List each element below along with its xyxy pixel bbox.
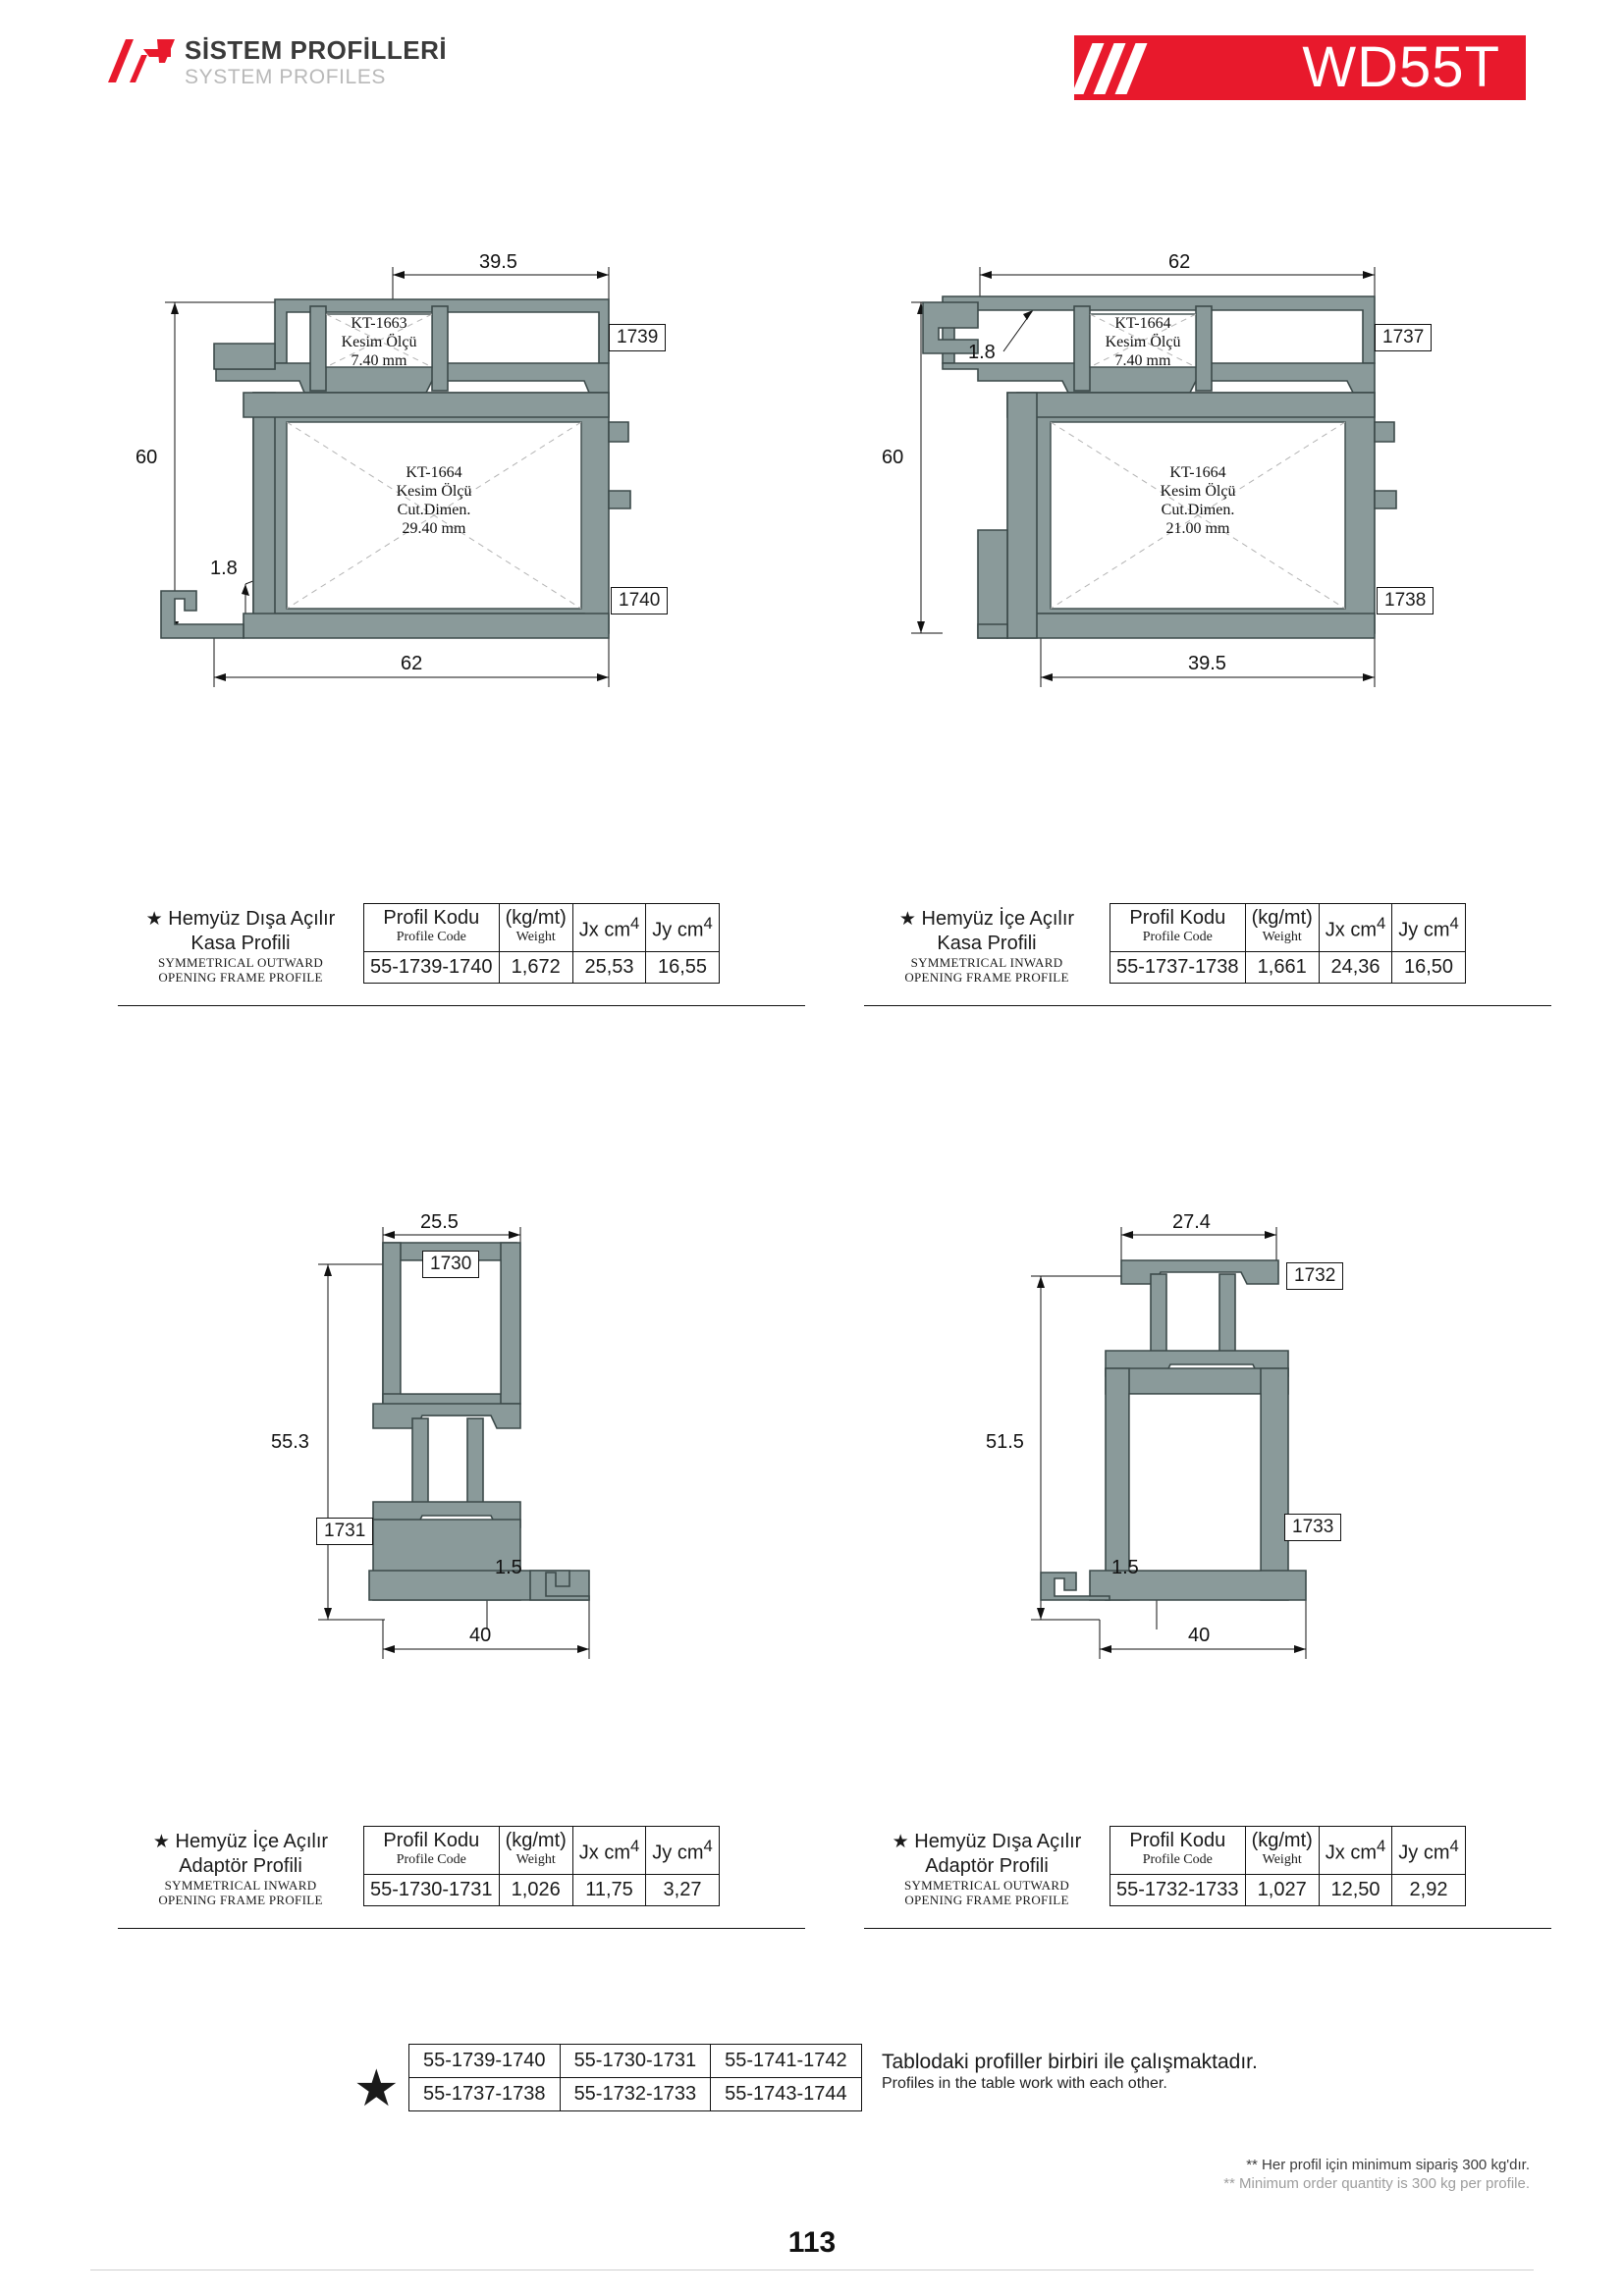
- th-jy-2: Jy $cm^4$: [1392, 904, 1465, 952]
- dim-left-1: 60: [135, 447, 158, 468]
- compat-cell: 55-1732-1733: [560, 2078, 711, 2111]
- spec-block-2: [864, 903, 1551, 1011]
- dim-top-2: 62: [1168, 251, 1191, 273]
- star-icon: ★: [152, 1832, 170, 1852]
- drawing-2: [884, 245, 1532, 854]
- compat-cell: 55-1739-1740: [409, 2045, 561, 2078]
- spec-rule-3: [118, 1928, 805, 1929]
- dim-left-4: 51.5: [986, 1431, 1024, 1453]
- caption-tr-2: Adaptör Profili: [179, 1855, 302, 1877]
- caption-en-1: SYMMETRICAL INWARD: [164, 1878, 317, 1893]
- footnote-tr: ** Her profil için minimum sipariş 300 kg'dır.: [1246, 2157, 1530, 2173]
- spec-block-3: [118, 1826, 805, 1934]
- brand-text: [185, 35, 447, 90]
- cell-jy-2: 16,50: [1392, 952, 1465, 984]
- profile-tag-1731: 1731: [316, 1518, 373, 1545]
- cell-code-3: 55-1730-1731: [364, 1875, 500, 1906]
- th-jx-4: Jx $cm^4$: [1319, 1827, 1391, 1875]
- th-jx-3: Jx $cm^4$: [572, 1827, 645, 1875]
- dim-top-1: 39.5: [479, 251, 517, 273]
- star-icon: ★: [892, 1832, 909, 1852]
- compatibility-block: [353, 2042, 1296, 2150]
- slash-decoration-icon: [1082, 43, 1161, 94]
- dim-top-3: 25.5: [420, 1211, 459, 1233]
- caption-en-2: OPENING FRAME PROFILE: [158, 1893, 323, 1907]
- dim-top-4: 27.4: [1172, 1211, 1211, 1233]
- cell-jx-4: 12,50: [1319, 1875, 1391, 1906]
- spec-caption-4: [864, 1830, 1110, 1907]
- cell-jy-4: 2,92: [1392, 1875, 1465, 1906]
- callout-2-top: [1080, 314, 1206, 370]
- cell-code-2: 55-1737-1738: [1110, 952, 1246, 984]
- spec-table-4: [1110, 1826, 1466, 1906]
- caption-tr-1: Hemyüz İçe Açılır: [921, 908, 1075, 930]
- callout-code: KT-1664: [406, 464, 462, 481]
- compat-note-tr: Tablodaki profiller birbiri ile çalışmaktadır.: [882, 2051, 1258, 2073]
- brand-line-2: SYSTEM PROFILES: [185, 66, 387, 88]
- spec-table-1: [363, 903, 720, 984]
- th-jx-1: Jx $cm^4$: [572, 904, 645, 952]
- page-number: 113: [787, 2226, 837, 2259]
- spec-table-3: [363, 1826, 720, 1906]
- th-jy-3: Jy $cm^4$: [646, 1827, 719, 1875]
- th-weight-1: (kg/mt) Weight: [499, 904, 572, 952]
- dim-bottom-4: 40: [1188, 1625, 1211, 1646]
- profile-tag-1737: 1737: [1375, 324, 1432, 351]
- table-row: [364, 952, 720, 984]
- profile-tag-1733: 1733: [1284, 1514, 1341, 1541]
- compatibility-table: [408, 2044, 862, 2111]
- caption-tr-2: Kasa Profili: [190, 933, 291, 954]
- caption-tr-2: Kasa Profili: [937, 933, 1037, 954]
- spec-rule-4: [864, 1928, 1551, 1929]
- footnote-en: ** Minimum order quantity is 300 kg per profile.: [1223, 2175, 1530, 2192]
- cell-jy-3: 3,27: [646, 1875, 719, 1906]
- cell-weight-2: 1,661: [1245, 952, 1319, 984]
- spec-block-4: [864, 1826, 1551, 1934]
- dim-bottom-3: 40: [469, 1625, 492, 1646]
- dim-left-2: 60: [882, 447, 904, 468]
- dim-small-4: 1.5: [1111, 1557, 1139, 1578]
- spec-block-1: [118, 903, 805, 1011]
- th-weight-4: (kg/mt) Weight: [1245, 1827, 1319, 1875]
- table-row: [1110, 1875, 1466, 1906]
- brand-logo-icon: [106, 37, 177, 84]
- compat-cell: 55-1730-1731: [560, 2045, 711, 2078]
- caption-en-1: SYMMETRICAL OUTWARD: [157, 955, 324, 970]
- table-row: [409, 2045, 862, 2078]
- table-row: [364, 1875, 720, 1906]
- cell-jy-1: 16,55: [646, 952, 719, 984]
- callout-l4: 7.40 mm: [351, 352, 407, 369]
- callout-code: KT-1663: [351, 315, 407, 332]
- product-title: WD55T: [1302, 35, 1500, 99]
- table-row: [1110, 952, 1466, 984]
- star-icon: ★: [898, 909, 916, 930]
- callout-code: KT-1664: [1114, 315, 1171, 332]
- brand-line-1: SİSTEM PROFİLLERİ: [185, 35, 448, 65]
- caption-tr-1: Hemyüz Dışa Açılır: [168, 908, 336, 930]
- spec-table-2: [1110, 903, 1466, 984]
- caption-en-1: SYMMETRICAL OUTWARD: [903, 1878, 1070, 1893]
- compat-cell: 55-1743-1744: [711, 2078, 862, 2111]
- cell-code-1: 55-1739-1740: [364, 952, 500, 984]
- callout-l2: Kesim Ölçü: [1105, 334, 1181, 350]
- th-weight-2: (kg/mt) Weight: [1245, 904, 1319, 952]
- cell-jx-1: 25,53: [572, 952, 645, 984]
- compat-note-en: Profiles in the table work with each other.: [882, 2075, 1167, 2092]
- spec-rule-1: [118, 1005, 805, 1006]
- compatibility-note: [882, 2050, 1294, 2093]
- dim-left-3: 55.3: [271, 1431, 309, 1453]
- callout-l2: Kesim Ölçü: [396, 483, 472, 500]
- caption-en-2: OPENING FRAME PROFILE: [904, 970, 1069, 985]
- profile-tag-1740: 1740: [611, 587, 668, 614]
- th-jy-4: Jy $cm^4$: [1392, 1827, 1465, 1875]
- star-icon: ★: [353, 2060, 400, 2117]
- cell-weight-4: 1,027: [1245, 1875, 1319, 1906]
- dim-small-3: 1.5: [495, 1557, 522, 1578]
- callout-l2: Kesim Ölçü: [1160, 483, 1236, 500]
- caption-tr-1: Hemyüz Dışa Açılır: [914, 1831, 1082, 1852]
- callout-l3: Cut.Dimen.: [397, 502, 471, 518]
- caption-tr-1: Hemyüz İçe Açılır: [175, 1831, 329, 1852]
- cell-weight-3: 1,026: [499, 1875, 572, 1906]
- drawing-4: [986, 1207, 1512, 1737]
- profile-tag-1732: 1732: [1286, 1262, 1343, 1290]
- profile-tag-1739: 1739: [609, 324, 666, 351]
- caption-en-1: SYMMETRICAL INWARD: [910, 955, 1063, 970]
- spec-rule-2: [864, 1005, 1551, 1006]
- dim-small-1: 1.8: [210, 558, 238, 579]
- drawing-1: [137, 245, 785, 854]
- dim-bottom-2: 39.5: [1188, 653, 1226, 674]
- callout-l3: Cut.Dimen.: [1161, 502, 1235, 518]
- dim-bottom-1: 62: [401, 653, 423, 674]
- th-code-3: Profil Kodu Profile Code: [364, 1827, 500, 1875]
- callout-l4: 29.40 mm: [402, 520, 466, 537]
- page-header: [0, 0, 1624, 118]
- th-weight-3: (kg/mt) Weight: [499, 1827, 572, 1875]
- profile-tag-1738: 1738: [1377, 587, 1434, 614]
- dim-small-2: 1.8: [968, 342, 996, 363]
- th-code-1: Profil Kodu Profile Code: [364, 904, 500, 952]
- callout-1-bottom: [371, 463, 497, 538]
- cell-jx-3: 11,75: [572, 1875, 645, 1906]
- callout-l2: Kesim Ölçü: [341, 334, 417, 350]
- compat-cell: 55-1741-1742: [711, 2045, 862, 2078]
- table-row: [409, 2078, 862, 2111]
- drawing-3: [271, 1207, 785, 1737]
- cell-weight-1: 1,672: [499, 952, 572, 984]
- spec-caption-3: [118, 1830, 363, 1907]
- profile-tag-1730: 1730: [422, 1251, 479, 1278]
- callout-code: KT-1664: [1169, 464, 1226, 481]
- cell-jx-2: 24,36: [1319, 952, 1391, 984]
- callout-1-top: [316, 314, 442, 370]
- caption-en-2: OPENING FRAME PROFILE: [158, 970, 323, 985]
- th-code-2: Profil Kodu Profile Code: [1110, 904, 1246, 952]
- spec-caption-2: [864, 907, 1110, 985]
- caption-tr-2: Adaptör Profili: [925, 1855, 1049, 1877]
- cell-code-4: 55-1732-1733: [1110, 1875, 1246, 1906]
- compat-cell: 55-1737-1738: [409, 2078, 561, 2111]
- page-bottom-rule: [90, 2269, 1534, 2270]
- star-icon: ★: [145, 909, 163, 930]
- th-jx-2: Jx $cm^4$: [1319, 904, 1391, 952]
- footnotes: [1223, 2156, 1530, 2193]
- th-jy-1: Jy $cm^4$: [646, 904, 719, 952]
- caption-en-2: OPENING FRAME PROFILE: [904, 1893, 1069, 1907]
- callout-2-bottom: [1135, 463, 1261, 538]
- callout-l4: 7.40 mm: [1114, 352, 1171, 369]
- th-code-4: Profil Kodu Profile Code: [1110, 1827, 1246, 1875]
- callout-l4: 21.00 mm: [1165, 520, 1230, 537]
- spec-caption-1: [118, 907, 363, 985]
